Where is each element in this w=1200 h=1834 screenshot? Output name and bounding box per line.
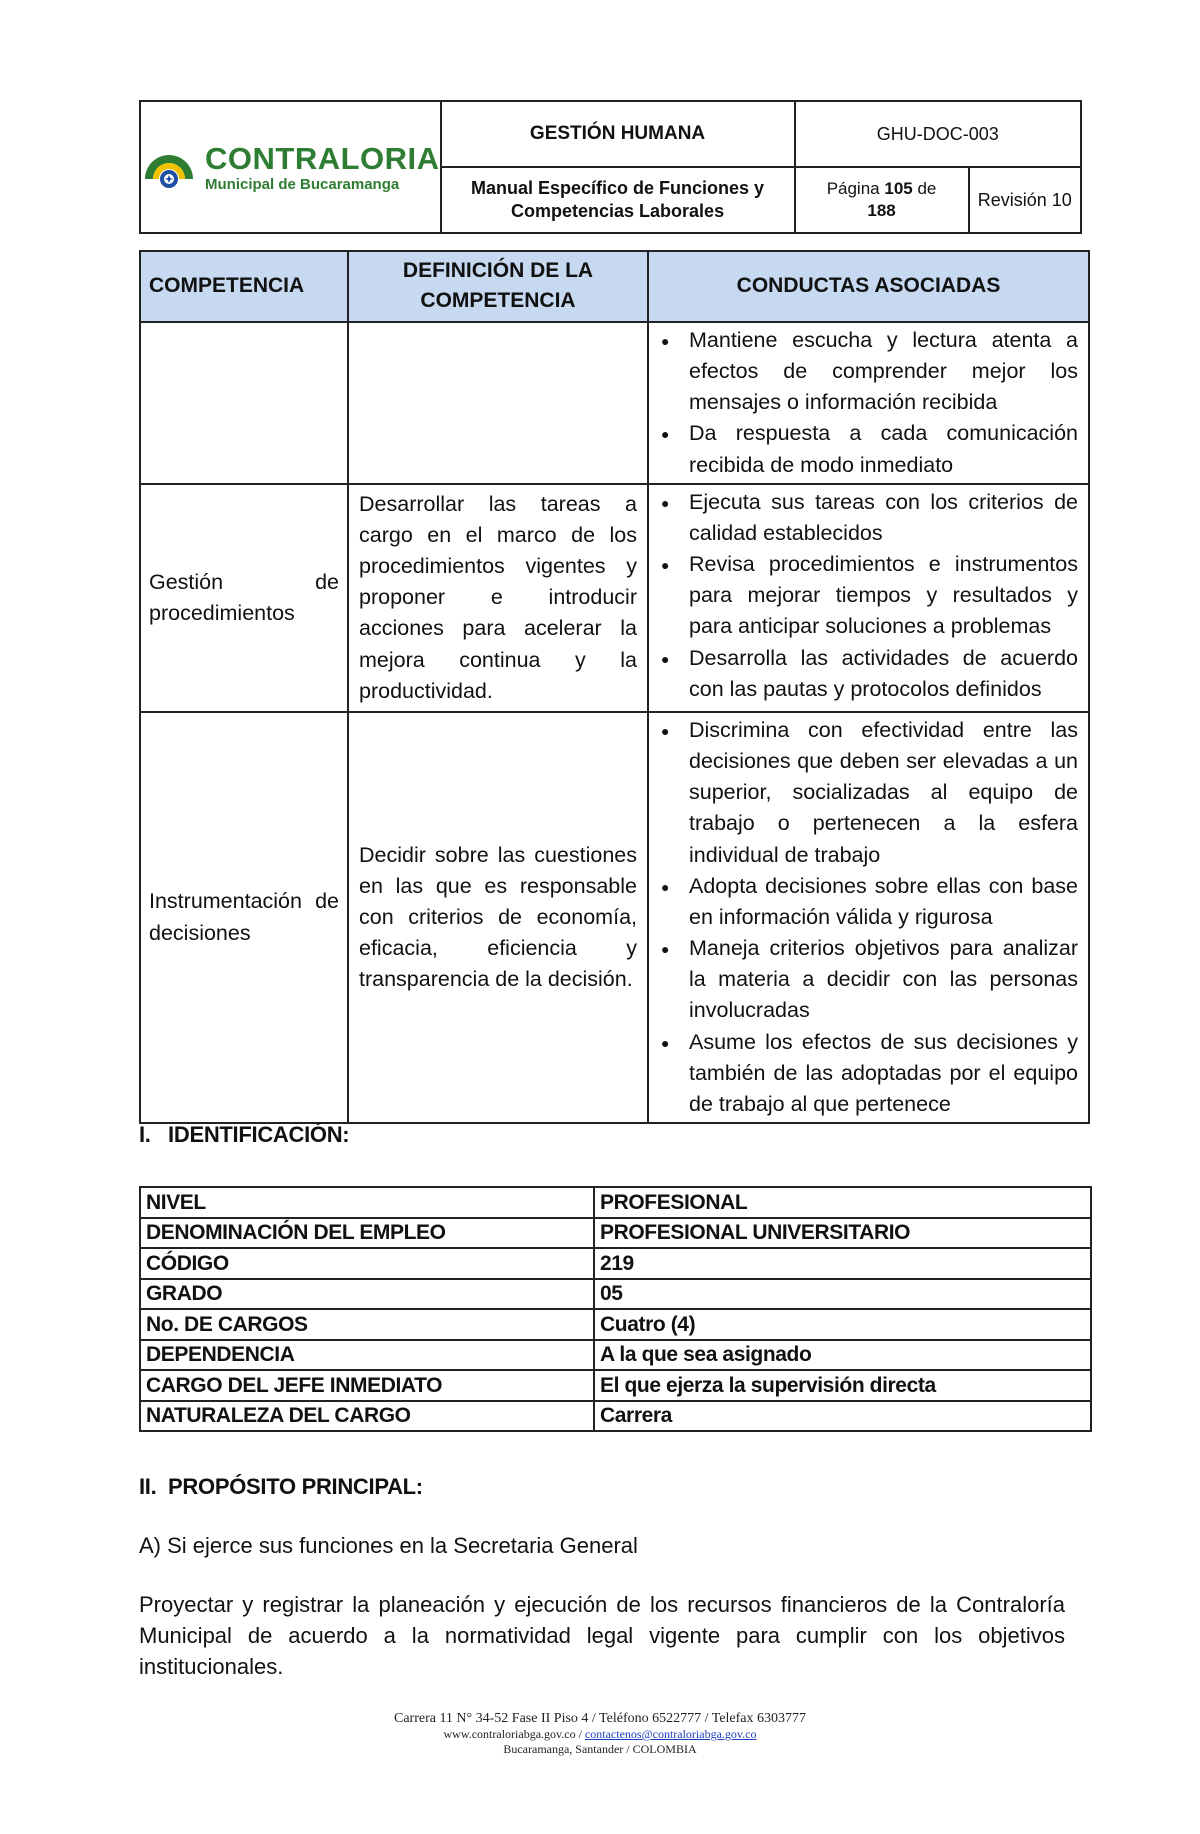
competency-definition bbox=[348, 322, 648, 484]
field-key: DEPENDENCIA bbox=[140, 1340, 594, 1371]
table-row bbox=[140, 484, 1089, 712]
list-item: ● Mantiene escucha y lectura atenta a efectos de comprender mejor los mensajes o información recibida bbox=[657, 325, 1078, 419]
list-item: ● Da respuesta a cada comunicación recibida de modo inmediato bbox=[657, 418, 1078, 480]
manual-title: Manual Específico de Funciones y Competencias Laborales bbox=[441, 167, 795, 233]
list-item: ● Maneja criterios objetivos para analizar la materia a decidir con las personas involucradas bbox=[657, 933, 1078, 1027]
revision: Revisión 10 bbox=[969, 167, 1081, 233]
page-label: Página bbox=[826, 178, 880, 198]
list-item: ● Asume los efectos de sus decisiones y también de las adoptadas por el equipo de trabajo al que pertenece bbox=[657, 1027, 1078, 1121]
footer-website: www.contraloriabga.gov.co / bbox=[443, 1727, 582, 1741]
field-value: PROFESIONAL bbox=[594, 1187, 1091, 1218]
list-item: ● Ejecuta sus tareas con los criterios de calidad establecidos bbox=[657, 487, 1078, 549]
field-value: A la que sea asignado bbox=[594, 1340, 1091, 1371]
field-value: El que ejerza la supervisión directa bbox=[594, 1370, 1091, 1401]
area-title: GESTIÓN HUMANA bbox=[441, 101, 795, 167]
footer-city: Bucaramanga, Santander / COLOMBIA bbox=[503, 1742, 697, 1756]
footer-address: Carrera 11 N° 34-52 Fase II Piso 4 / Teléfono 6522777 / Telefax 6303777 bbox=[393, 1711, 807, 1726]
field-value: 05 bbox=[594, 1279, 1091, 1310]
field-key: GRADO bbox=[140, 1279, 594, 1310]
column-header: DEFINICIÓN DE LA COMPETENCIA bbox=[348, 251, 648, 322]
field-key: CARGO DEL JEFE INMEDIATO bbox=[140, 1370, 594, 1401]
competency-behaviors bbox=[648, 322, 1089, 484]
document-header bbox=[139, 100, 1082, 234]
logo-cell bbox=[140, 101, 441, 233]
table-row bbox=[140, 1248, 1091, 1279]
competency-name: Instrumentación de decisiones bbox=[140, 712, 348, 1123]
table-header-row bbox=[140, 251, 1089, 322]
page-number: 105 bbox=[884, 178, 913, 198]
table-row bbox=[140, 1218, 1091, 1249]
field-key: No. DE CARGOS bbox=[140, 1309, 594, 1340]
column-header: COMPETENCIA bbox=[140, 251, 348, 322]
page-indicator bbox=[795, 167, 969, 233]
table-row bbox=[140, 322, 1089, 484]
table-row bbox=[140, 1401, 1091, 1432]
field-value: Cuatro (4) bbox=[594, 1309, 1091, 1340]
footer-email-link[interactable]: contactenos@contraloriabga.gov.co bbox=[584, 1727, 757, 1741]
logo-name: CONTRALORIA bbox=[205, 140, 440, 176]
contraloria-logo bbox=[141, 139, 440, 195]
competency-name bbox=[140, 322, 348, 484]
competency-definition: Desarrollar las tareas a cargo en el marco de los procedimientos vigentes y proponer e introducir acciones para acelerar la mejora continua y la productividad. bbox=[348, 484, 648, 712]
page-total: 188 bbox=[867, 201, 896, 220]
identification-table bbox=[139, 1186, 1092, 1432]
list-item: ● Adopta decisiones sobre ellas con base en información válida y rigurosa bbox=[657, 871, 1078, 933]
list-item: ● Desarrolla las actividades de acuerdo con las pautas y protocolos definidos bbox=[657, 643, 1078, 705]
field-key: NIVEL bbox=[140, 1187, 594, 1218]
section-title-identificacion: I. IDENTIFICACIÓN: bbox=[139, 1122, 350, 1147]
page-footer bbox=[0, 1711, 1200, 1757]
section-title-proposito: II. PROPÓSITO PRINCIPAL: bbox=[139, 1474, 423, 1499]
field-key: CÓDIGO bbox=[140, 1248, 594, 1279]
page-of: de bbox=[917, 178, 937, 198]
competency-behaviors bbox=[648, 484, 1089, 712]
field-value: Carrera bbox=[594, 1401, 1091, 1432]
document-code: GHU-DOC-003 bbox=[795, 101, 1081, 167]
field-key: DENOMINACIÓN DEL EMPLEO bbox=[140, 1218, 594, 1249]
field-value: PROFESIONAL UNIVERSITARIO bbox=[594, 1218, 1091, 1249]
table-row bbox=[140, 1340, 1091, 1371]
table-row bbox=[140, 712, 1089, 1123]
field-key: NATURALEZA DEL CARGO bbox=[140, 1401, 594, 1432]
field-value: 219 bbox=[594, 1248, 1091, 1279]
list-item: ● Discrimina con efectividad entre las decisiones que deben ser elevadas a un superior, socializadas al equipo de trabajo o pertenecen a la esfera individual de trabajo bbox=[657, 715, 1078, 871]
competency-behaviors bbox=[648, 712, 1089, 1123]
logo-subtitle: Municipal de Bucaramanga bbox=[205, 175, 400, 193]
competency-name: Gestión de procedimientos bbox=[140, 484, 348, 712]
table-row bbox=[140, 1279, 1091, 1310]
column-header: CONDUCTAS ASOCIADAS bbox=[648, 251, 1089, 322]
table-row bbox=[140, 1187, 1091, 1218]
table-row bbox=[140, 1370, 1091, 1401]
list-item: ● Revisa procedimientos e instrumentos para mejorar tiempos y resultados y para anticipar soluciones a problemas bbox=[657, 549, 1078, 643]
purpose-paragraph: Proyectar y registrar la planeación y ejecución de los recursos financieros de la Contraloría Municipal de acuerdo a la normatividad legal vigente para cumplir con los objetivos institucionales. bbox=[139, 1592, 1065, 1679]
competency-definition: Decidir sobre las cuestiones en las que es responsable con criterios de economía, eficacia, eficiencia y transparencia de la decisión. bbox=[348, 712, 648, 1123]
contraloria-emblem-icon bbox=[141, 139, 197, 195]
competency-table bbox=[139, 250, 1090, 1124]
table-row bbox=[140, 1309, 1091, 1340]
section-subtitle: A) Si ejerce sus funciones en la Secretaria General bbox=[139, 1533, 638, 1558]
